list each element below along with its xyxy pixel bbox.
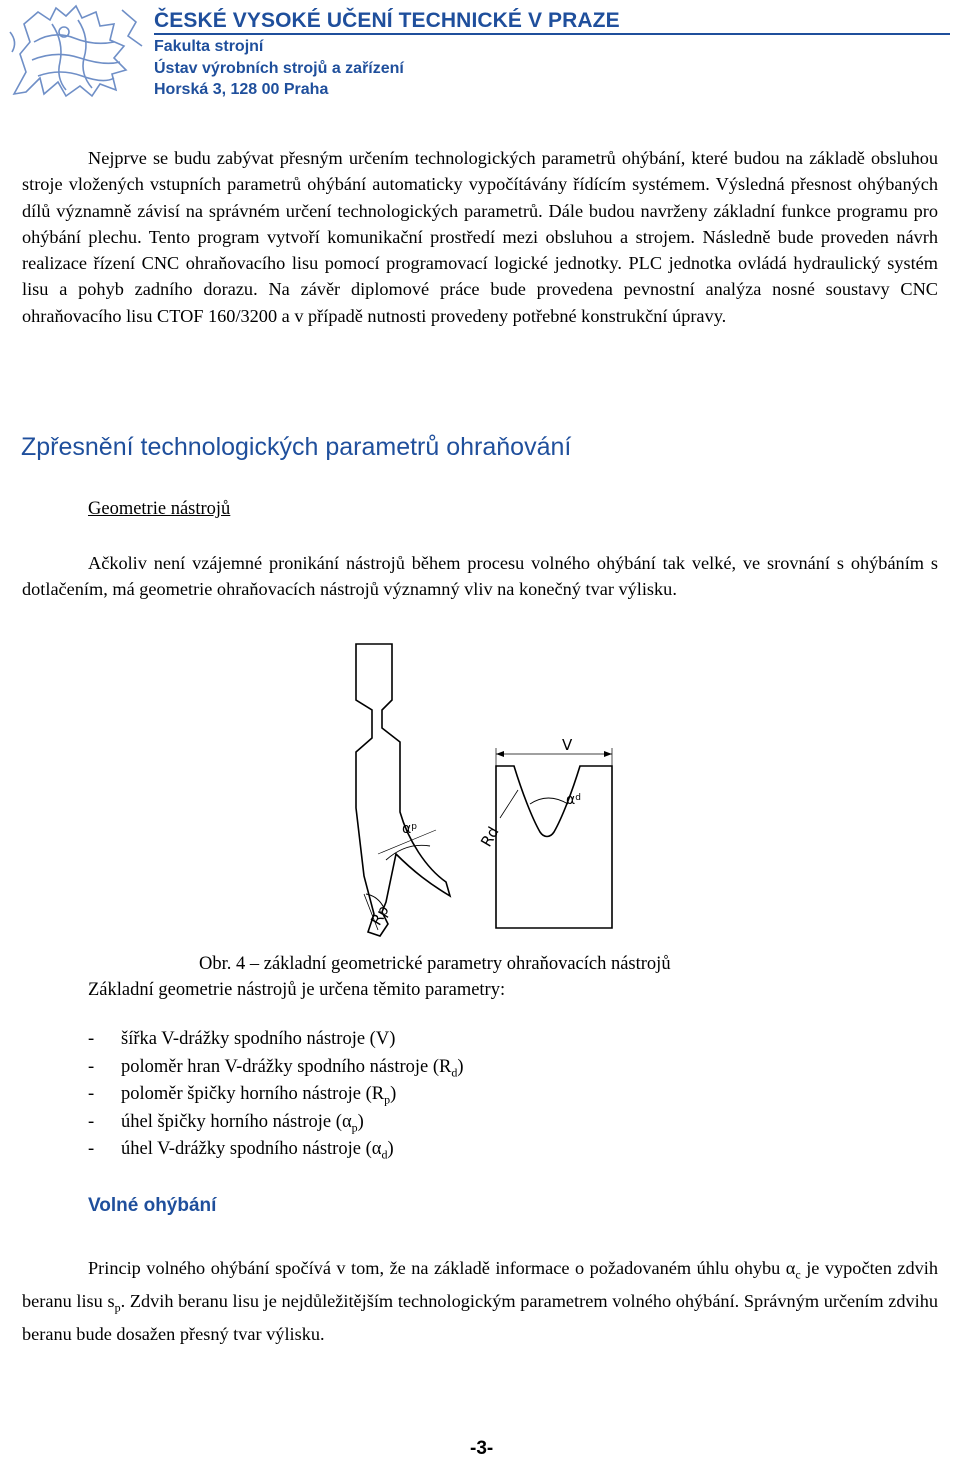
rd-label: Rd: [477, 823, 503, 850]
list-dash: -: [88, 1139, 95, 1159]
upper-tool-punch: [356, 644, 450, 936]
list-item-text: úhel V-drážky spodního nástroje (: [121, 1139, 372, 1159]
list-dash: -: [88, 1084, 95, 1104]
list-dash: -: [88, 1029, 95, 1049]
list-item-close: ): [390, 1084, 397, 1104]
alpha-symbol: α: [785, 1258, 796, 1278]
rd-leader: [500, 790, 518, 818]
page-number: -3-: [470, 1438, 494, 1459]
intro-paragraph: [22, 145, 938, 329]
page-header: [0, 0, 960, 108]
tool-geometry-figure: [326, 632, 652, 952]
alpha-d-label: $\alpha^d$: [566, 792, 581, 808]
section-title: Zpřesnění technologických parametrů ohraňování: [21, 433, 572, 461]
subheading-geometry: Geometrie nástrojů: [88, 499, 231, 519]
list-item: [88, 1057, 464, 1085]
list-item-subscript: p: [351, 1120, 358, 1135]
alpha-p-label: $\alpha^p$: [402, 821, 417, 837]
header-rule: [154, 33, 950, 35]
alpha-subscript: c: [795, 1267, 801, 1282]
intro-paragraph-text: Nejprve se budu zabývat přesným určením technologických parametrů ohýbání, které budou na základě obsluhou stroje vložených vstupních parametrů ohýbání automaticky vypočítávány řídícím systémem. Výsledná přesnost ohýbaných dílů významně závisí na správném určení technologických parametrů. Dále budou navrženy základní funkce programu pro ohýbání plechu. Tento program vytvoří komunikační prostředí mezi obsluhou a strojem. Následně bude proveden návrh realizace řízení CNC ohraňovacího lisu pomocí programovací logické jednotky. PLC jednotka ovládá hydraulický systém lisu a pohyb zadního dorazu. Na závěr diplomové práce bude provedena pevnostní analýza nosné soustavy CNC ohraňovacího lisu CTOF 160/3200 a v případě nutnosti provedeny potřebné konstrukční úpravy.: [22, 148, 938, 326]
geometry-paragraph-text: Ačkoliv není vzájemné pronikání nástrojů během procesu volného ohýbání tak velké, ve srovnání s ohýbáním s dotlačením, má geometrie ohraňovacích nástrojů významný vliv na konečný tvar výlisku.: [22, 553, 938, 600]
list-item: [88, 1112, 464, 1140]
volne-text-1: Princip volného ohýbání spočívá v tom, že na základě informace o požadovaném úhlu ohybu: [88, 1258, 786, 1278]
list-item-subscript: p: [384, 1092, 391, 1107]
list-item-close: ): [357, 1111, 364, 1132]
params-intro: Základní geometrie nástrojů je určena těmito parametry:: [88, 980, 506, 1000]
list-item-close: ): [387, 1139, 394, 1159]
rp-label: Rp: [367, 902, 393, 929]
faculty-name: Fakulta strojní: [154, 38, 264, 55]
list-dash: -: [88, 1056, 95, 1077]
figure-caption: Obr. 4 – základní geometrické parametry ohraňovacích nástrojů: [199, 954, 671, 974]
list-item: [88, 1029, 464, 1057]
volne-ohybani-title: Volné ohýbání: [88, 1195, 217, 1216]
list-item-subscript: d: [381, 1147, 388, 1162]
volne-text-3: . Zdvih beranu lisu je nejdůležitějším technologickým parametrem volného ohýbání. Správným určením zdvihu beranu bude dosažen přesný tvar výlisku.: [22, 1290, 939, 1344]
list-item-subscript: d: [451, 1065, 458, 1080]
list-item-symbol: α: [371, 1139, 382, 1159]
volne-paragraph: [22, 1255, 938, 1347]
address: Horská 3, 128 00 Praha: [154, 81, 329, 98]
list-item-symbol: α: [341, 1111, 352, 1132]
list-item-text: šířka V-drážky spodního nástroje (V): [121, 1029, 396, 1049]
volne-text-2: je vypočten zdvih beranu lisu s: [22, 1258, 939, 1311]
list-item: [88, 1139, 464, 1167]
list-item-symbol: R: [439, 1056, 452, 1077]
list-item-text: úhel špičky horního nástroje (: [121, 1111, 342, 1132]
list-dash: -: [88, 1111, 95, 1132]
university-name: ČESKÉ VYSOKÉ UČENÍ TECHNICKÉ V PRAZE: [154, 9, 620, 32]
v-label: V: [562, 736, 573, 754]
alpha-p-arc: [386, 845, 430, 860]
params-list: [88, 1029, 464, 1167]
list-item-text: poloměr hran V-drážky spodního nástroje (: [121, 1056, 440, 1077]
s-subscript: p: [114, 1300, 121, 1315]
list-item: [88, 1084, 464, 1112]
institute-name: Ústav výrobních strojů a zařízení: [154, 60, 404, 77]
lower-tool-die: [496, 766, 612, 928]
alpha-d-arc: [530, 798, 568, 804]
list-item-close: ): [457, 1056, 464, 1077]
list-item-symbol: R: [371, 1084, 385, 1104]
cvut-lion-logo-icon: [4, 2, 148, 100]
list-item-text: poloměr špičky horního nástroje (: [121, 1084, 372, 1104]
geometry-paragraph: [22, 550, 938, 603]
